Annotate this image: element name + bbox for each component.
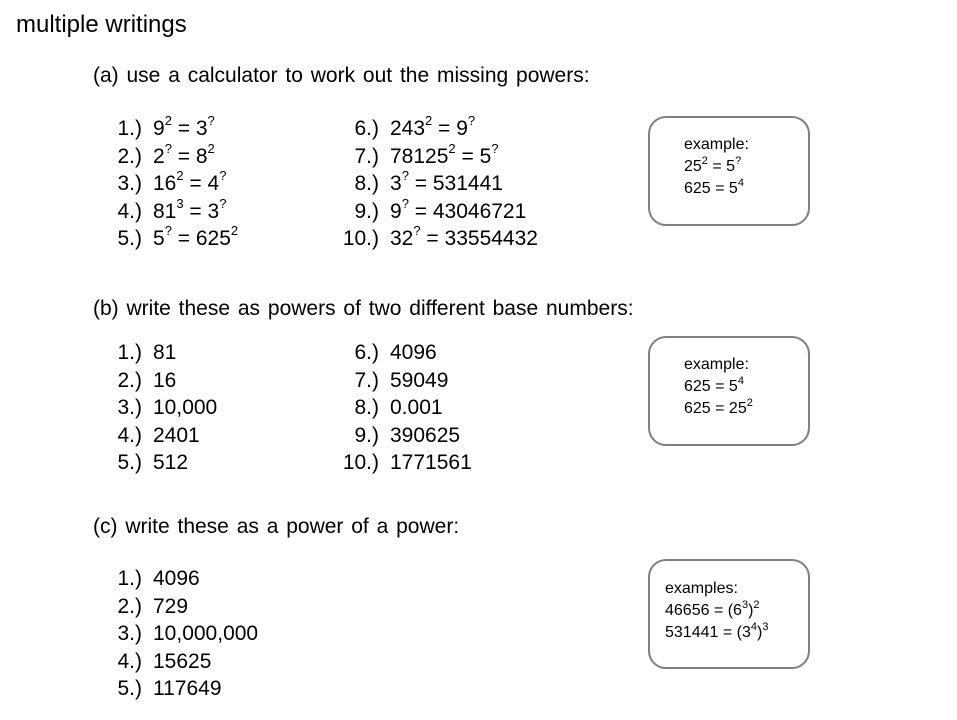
expr-base: 2401 bbox=[153, 423, 200, 447]
item-number: 2.) bbox=[117, 144, 142, 168]
example-base: ) bbox=[748, 602, 754, 619]
expr-base: 4096 bbox=[390, 341, 437, 364]
item-number: 1.) bbox=[117, 117, 142, 140]
item-expression bbox=[153, 565, 200, 593]
expr-exponent: ? bbox=[401, 168, 409, 183]
example-line bbox=[684, 398, 808, 420]
expr-base: = 33554432 bbox=[420, 227, 538, 250]
expr-exponent: ? bbox=[164, 140, 172, 156]
expr-base: 2 bbox=[153, 144, 165, 168]
expr-exponent: 2 bbox=[425, 113, 433, 128]
example-exponent: 4 bbox=[750, 620, 757, 633]
item-expression bbox=[153, 449, 188, 477]
list-item bbox=[60, 620, 340, 648]
expr-base: = 3 bbox=[183, 199, 220, 223]
expr-base: 10,000,000 bbox=[153, 622, 259, 645]
expr-base: 5 bbox=[153, 227, 165, 250]
item-number: 5.) bbox=[117, 227, 142, 250]
expr-base: = 3 bbox=[171, 117, 208, 140]
example-line bbox=[665, 578, 808, 600]
item-expression bbox=[390, 394, 443, 422]
expr-base: 32 bbox=[390, 227, 414, 250]
example-exponent: 3 bbox=[762, 620, 769, 633]
expr-base: 9 bbox=[153, 117, 165, 140]
example-line bbox=[684, 354, 808, 376]
list-item bbox=[297, 140, 577, 171]
expr-exponent: ? bbox=[219, 168, 227, 183]
expr-base: 16 bbox=[153, 368, 177, 392]
section-a-right-list bbox=[297, 115, 577, 253]
expr-base: = 9 bbox=[432, 117, 468, 140]
list-item bbox=[297, 115, 577, 143]
item-expression bbox=[390, 422, 460, 450]
expr-base: 4096 bbox=[153, 567, 200, 590]
item-expression bbox=[390, 225, 538, 253]
item-number: 3.) bbox=[117, 172, 142, 195]
expr-base: = 625 bbox=[171, 227, 231, 250]
list-item bbox=[297, 449, 577, 477]
item-expression bbox=[153, 140, 215, 171]
example-box-c bbox=[648, 559, 810, 669]
example-base: 625 = 25 bbox=[684, 400, 747, 417]
list-item bbox=[60, 648, 340, 676]
item-expression bbox=[153, 170, 226, 198]
item-expression bbox=[390, 339, 437, 367]
example-line bbox=[684, 178, 808, 200]
expr-exponent: 2 bbox=[230, 223, 239, 238]
item-expression bbox=[390, 170, 503, 198]
example-exponent: 2 bbox=[746, 396, 753, 409]
example-box-b bbox=[648, 336, 810, 446]
example-base: examples: bbox=[665, 580, 738, 597]
example-exponent: 4 bbox=[737, 176, 744, 189]
example-line bbox=[684, 156, 808, 178]
item-expression bbox=[153, 394, 217, 422]
expr-base: 81 bbox=[153, 341, 177, 364]
expr-exponent: 2 bbox=[207, 140, 215, 156]
expr-exponent: 2 bbox=[176, 168, 184, 183]
expr-exponent: ? bbox=[491, 140, 499, 156]
item-number: 6.) bbox=[354, 117, 379, 140]
expr-base: 81 bbox=[153, 199, 177, 223]
item-number: 5.) bbox=[117, 451, 142, 474]
expr-base: 16 bbox=[153, 172, 177, 195]
item-number: 4.) bbox=[117, 649, 142, 673]
item-number: 10.) bbox=[342, 227, 379, 250]
expr-base: 390625 bbox=[390, 423, 461, 447]
item-expression bbox=[153, 367, 176, 395]
item-number: 9.) bbox=[354, 423, 379, 447]
item-number: 1.) bbox=[117, 341, 142, 364]
expr-base: 9 bbox=[390, 199, 402, 223]
item-expression bbox=[153, 648, 211, 676]
item-expression bbox=[153, 422, 200, 450]
item-expression bbox=[153, 620, 258, 648]
example-base: example: bbox=[684, 356, 749, 373]
item-expression bbox=[153, 339, 176, 367]
item-expression bbox=[390, 367, 448, 395]
page-title: multiple writings bbox=[16, 11, 187, 38]
item-expression bbox=[390, 140, 499, 171]
item-number: 9.) bbox=[354, 199, 379, 223]
example-line bbox=[684, 134, 808, 156]
example-exponent: ? bbox=[735, 154, 742, 167]
item-expression bbox=[390, 449, 472, 477]
section-b-right-list bbox=[297, 339, 577, 477]
item-expression bbox=[153, 195, 227, 226]
item-expression bbox=[390, 115, 475, 143]
item-number: 3.) bbox=[117, 396, 142, 419]
expr-base: 117649 bbox=[153, 677, 222, 700]
expr-base: 243 bbox=[390, 117, 426, 140]
item-number: 7.) bbox=[354, 368, 379, 392]
list-item bbox=[297, 394, 577, 422]
example-box-a bbox=[648, 116, 810, 226]
expr-base: = 4 bbox=[183, 172, 220, 195]
item-number: 10.) bbox=[342, 451, 379, 474]
expr-base: = 8 bbox=[171, 144, 208, 168]
example-base: 25 bbox=[684, 158, 702, 175]
list-item bbox=[60, 593, 340, 621]
example-line bbox=[665, 622, 808, 644]
expr-exponent: ? bbox=[219, 195, 227, 211]
example-base: ) bbox=[756, 624, 763, 641]
item-number: 8.) bbox=[354, 172, 379, 195]
expr-exponent: ? bbox=[401, 195, 409, 211]
section-a-heading: (a) use a calculator to work out the missing powers: bbox=[93, 64, 590, 87]
example-exponent: 2 bbox=[753, 598, 760, 611]
expr-base: 59049 bbox=[390, 368, 449, 392]
example-base: 46656 = (6 bbox=[665, 602, 742, 619]
item-number: 2.) bbox=[117, 594, 142, 618]
expr-base: 78125 bbox=[390, 144, 449, 168]
item-number: 5.) bbox=[117, 677, 142, 700]
section-c-heading: (c) write these as a power of a power: bbox=[93, 515, 460, 538]
example-base: 625 = 5 bbox=[684, 378, 738, 395]
example-line bbox=[665, 600, 808, 622]
list-item bbox=[297, 195, 577, 226]
example-exponent: 3 bbox=[741, 598, 749, 611]
item-expression bbox=[153, 225, 238, 253]
section-b-heading: (b) write these as powers of two different base numbers: bbox=[93, 297, 634, 320]
example-exponent: 4 bbox=[737, 374, 744, 387]
item-number: 6.) bbox=[354, 341, 379, 364]
example-base: 531441 = (3 bbox=[665, 624, 751, 641]
expr-exponent: ? bbox=[164, 223, 172, 238]
item-number: 8.) bbox=[354, 396, 379, 419]
list-item bbox=[60, 675, 340, 703]
example-base: example: bbox=[684, 136, 749, 153]
item-expression bbox=[153, 593, 188, 621]
expr-exponent: 3 bbox=[176, 195, 184, 211]
example-line bbox=[684, 376, 808, 398]
list-item bbox=[297, 170, 577, 198]
expr-base: 10,000 bbox=[153, 396, 218, 419]
item-number: 4.) bbox=[117, 199, 142, 223]
item-expression bbox=[390, 195, 527, 226]
item-number: 7.) bbox=[354, 144, 379, 168]
section-c-list bbox=[60, 565, 340, 703]
example-exponent: 2 bbox=[701, 154, 708, 167]
list-item bbox=[297, 367, 577, 395]
expr-exponent: 2 bbox=[448, 140, 456, 156]
expr-base: = 5 bbox=[455, 144, 492, 168]
expr-base: = 43046721 bbox=[408, 199, 527, 223]
expr-exponent: ? bbox=[467, 113, 476, 128]
item-number: 3.) bbox=[117, 622, 142, 645]
list-item bbox=[297, 422, 577, 450]
item-expression bbox=[153, 675, 222, 703]
expr-exponent: ? bbox=[413, 223, 421, 238]
expr-base: 512 bbox=[153, 451, 189, 474]
expr-exponent: 2 bbox=[164, 113, 172, 128]
item-expression bbox=[153, 115, 215, 143]
expr-base: 3 bbox=[390, 172, 402, 195]
expr-base: 729 bbox=[153, 594, 189, 618]
list-item bbox=[297, 225, 577, 253]
expr-base: 1771561 bbox=[390, 451, 472, 474]
expr-base: 0.001 bbox=[390, 396, 443, 419]
item-number: 2.) bbox=[117, 368, 142, 392]
example-base: 625 = 5 bbox=[684, 180, 738, 197]
example-base: = 5 bbox=[707, 158, 736, 175]
expr-base: 15625 bbox=[153, 649, 212, 673]
item-number: 1.) bbox=[117, 567, 142, 590]
expr-base: = 531441 bbox=[408, 172, 503, 195]
item-number: 4.) bbox=[117, 423, 142, 447]
list-item bbox=[297, 339, 577, 367]
expr-exponent: ? bbox=[207, 113, 215, 128]
list-item bbox=[60, 565, 340, 593]
